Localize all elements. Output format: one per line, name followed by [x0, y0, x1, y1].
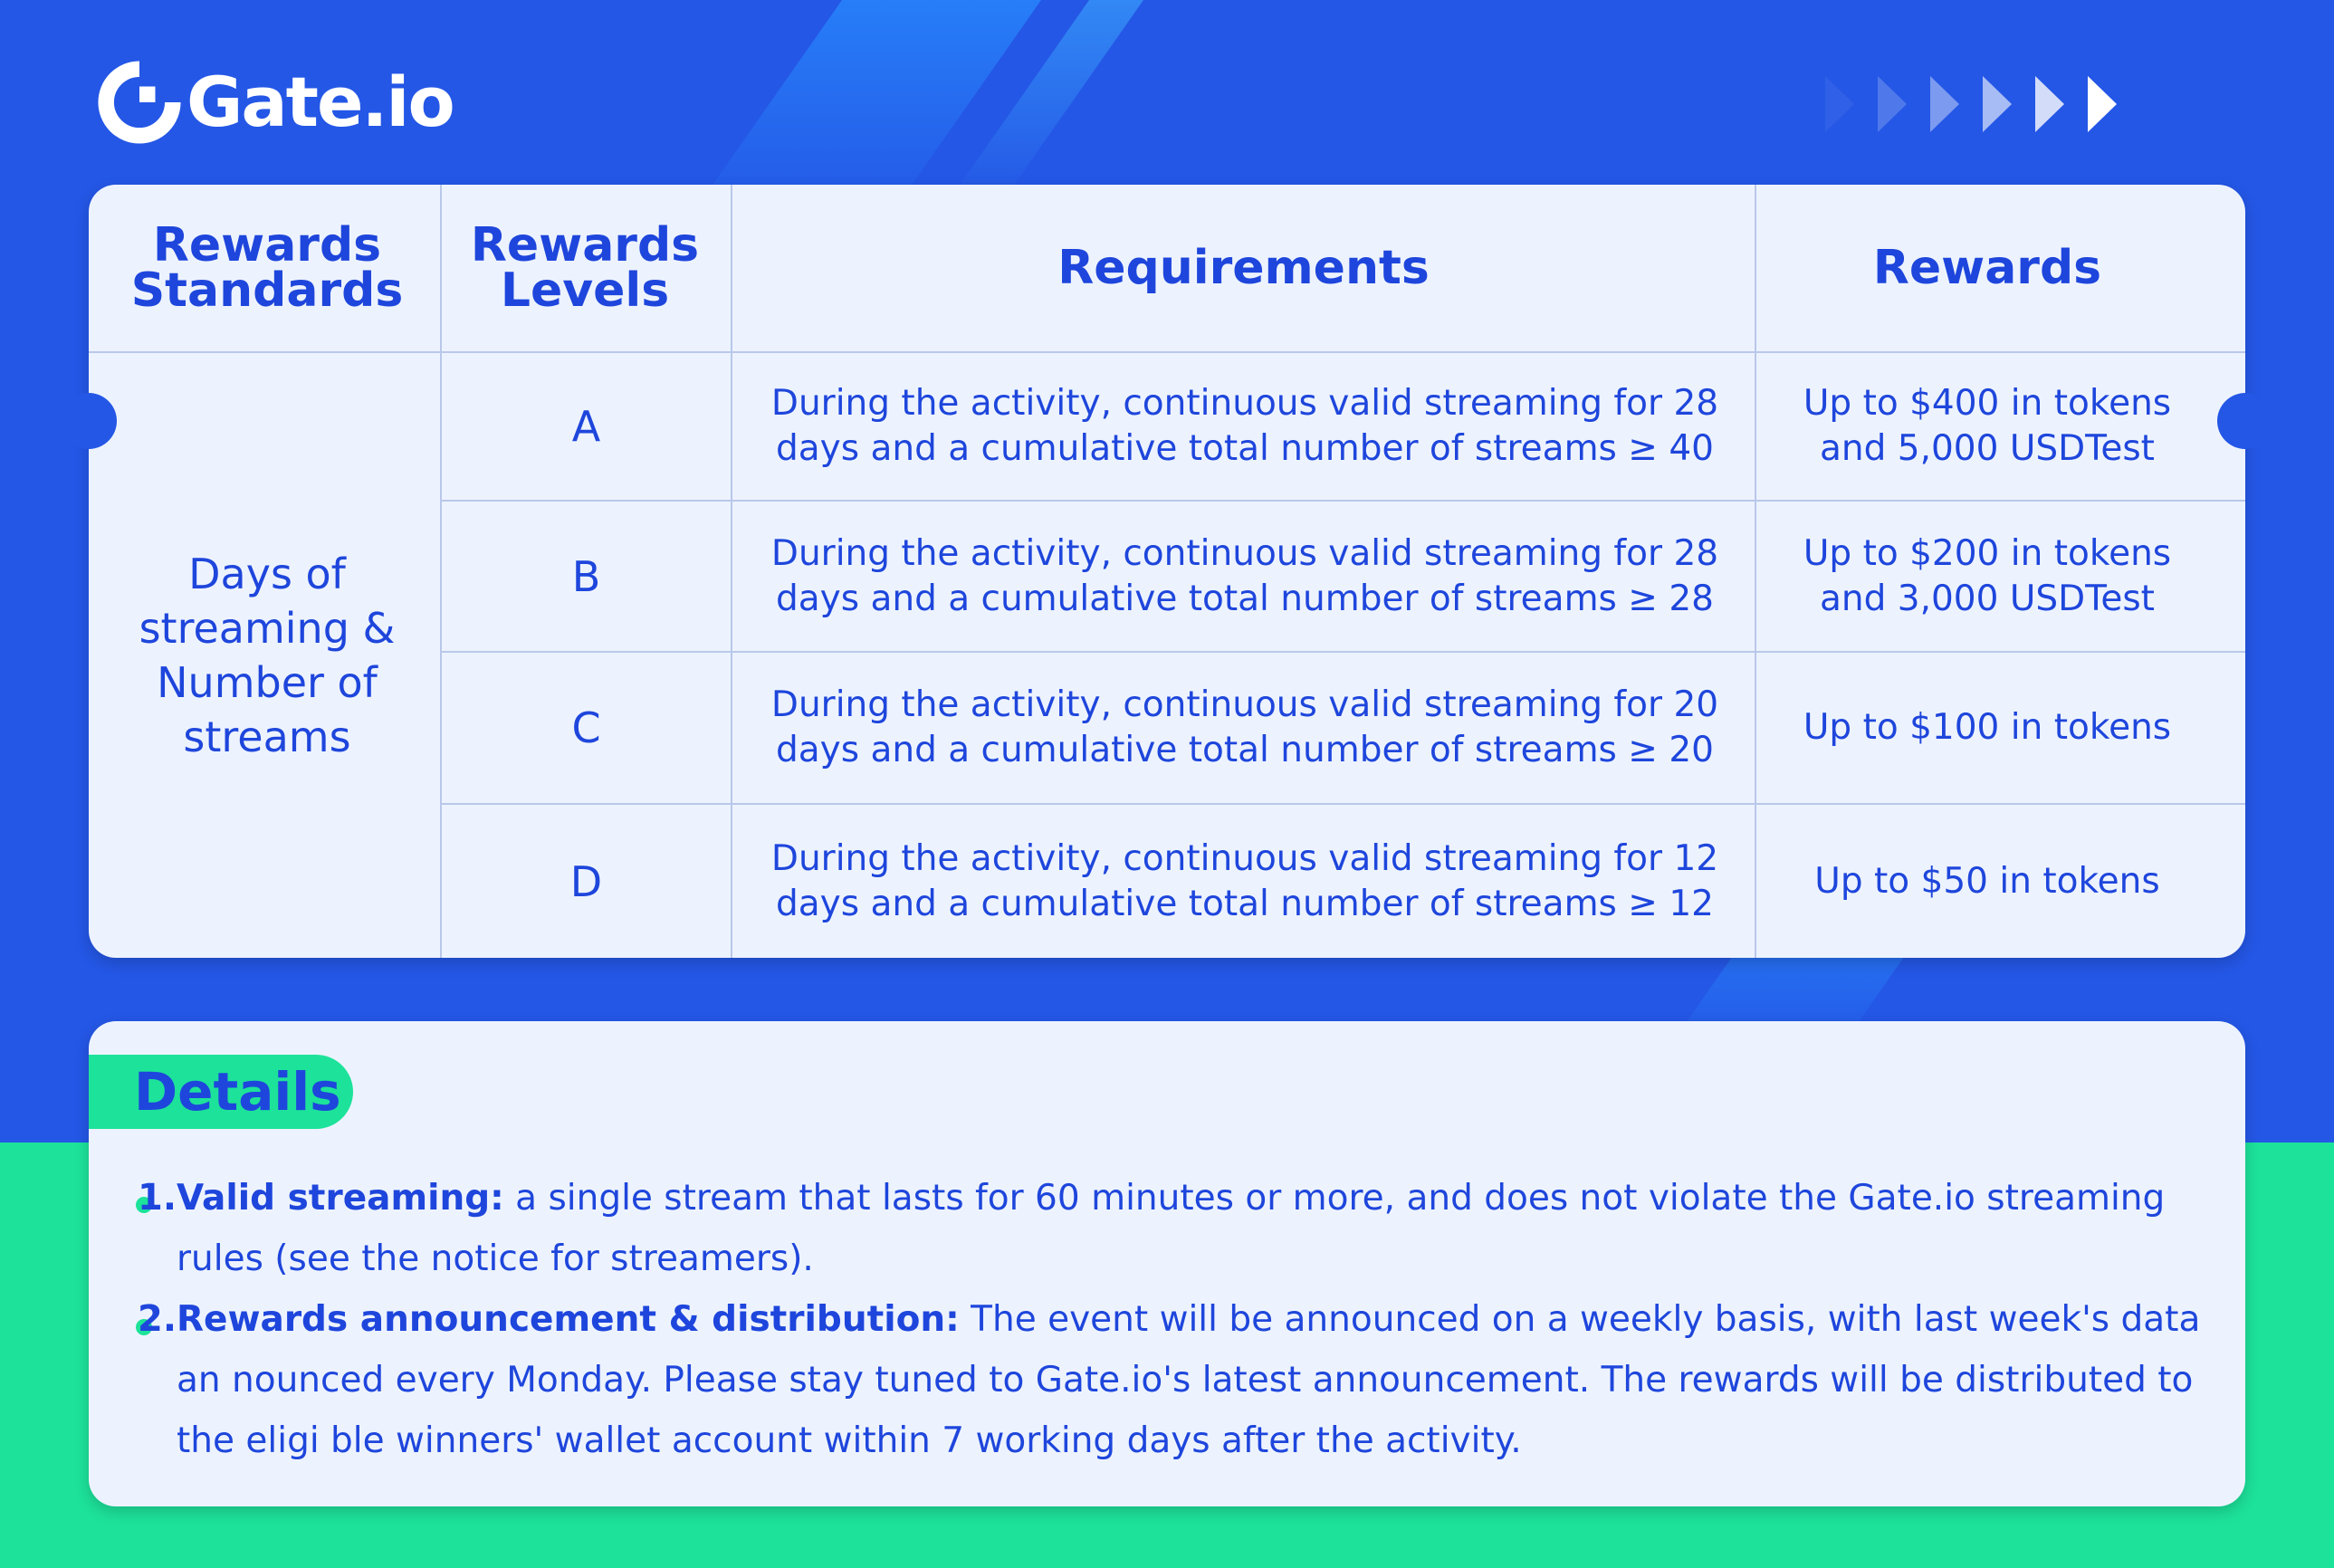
detail-item: [177, 1168, 2214, 1289]
ticket-notch: [61, 393, 117, 449]
header-rewards: Rewards: [1872, 241, 2102, 295]
detail-number: 2.: [138, 1298, 177, 1340]
requirement-cell: During the activity, continuous valid streaming for 12 days and a cumulative total number of streams ≥ 12: [770, 837, 1719, 924]
detail-label: Rewards announcement & distribution:: [177, 1299, 960, 1340]
reward-cell: Up to $200 in tokens and 3,000 USDTest: [1803, 532, 2172, 619]
brand-logo: [98, 60, 454, 145]
header-requirements: Requirements: [1057, 241, 1430, 295]
reward-standard: Days of streaming & Number of streams: [139, 550, 396, 761]
reward-cell: Up to $50 in tokens: [1814, 860, 2160, 902]
detail-number: 1.: [138, 1177, 177, 1219]
header-rewards-levels: Rewards Levels: [470, 218, 700, 318]
level-cell: C: [571, 703, 601, 752]
reward-cell: Up to $100 in tokens: [1803, 707, 2172, 748]
ticket-notch: [2217, 393, 2273, 449]
details-title-tab: [89, 1055, 353, 1129]
requirement-cell: During the activity, continuous valid streaming for 20 days and a cumulative total number of streams ≥ 20: [770, 684, 1719, 770]
level-cell: B: [571, 551, 601, 601]
level-cell: D: [569, 856, 603, 906]
level-cell: A: [571, 402, 601, 451]
detail-text: a single stream that lasts for 60 minutes or more, and does not violate the Gate.io streaming rules (see the notice for streamers).: [177, 1178, 2166, 1279]
header-rewards-standards: Rewards Standards: [130, 218, 404, 318]
gate-io-logo-icon: [98, 61, 181, 144]
reward-cell: Up to $400 in tokens and 5,000 USDTest: [1803, 383, 2172, 469]
details-title: Details: [134, 1061, 341, 1123]
chevron-right-icon: [1825, 76, 2124, 132]
requirement-cell: During the activity, continuous valid streaming for 28 days and a cumulative total number of streams ≥ 40: [770, 383, 1719, 469]
requirement-cell: During the activity, continuous valid streaming for 28 days and a cumulative total number of streams ≥ 28: [770, 532, 1719, 619]
detail-item: [177, 1289, 2214, 1471]
brand-name: Gate.io: [187, 62, 454, 142]
detail-text: The event will be announced on a weekly basis, with last week's data an nounced every Monday. Please stay tuned to Gate.io's latest announcement. The rewards will be distributed to the eligi ble winners' wallet account within 7 working days after the activity.: [177, 1299, 2201, 1461]
detail-label: Valid streaming:: [177, 1178, 504, 1219]
